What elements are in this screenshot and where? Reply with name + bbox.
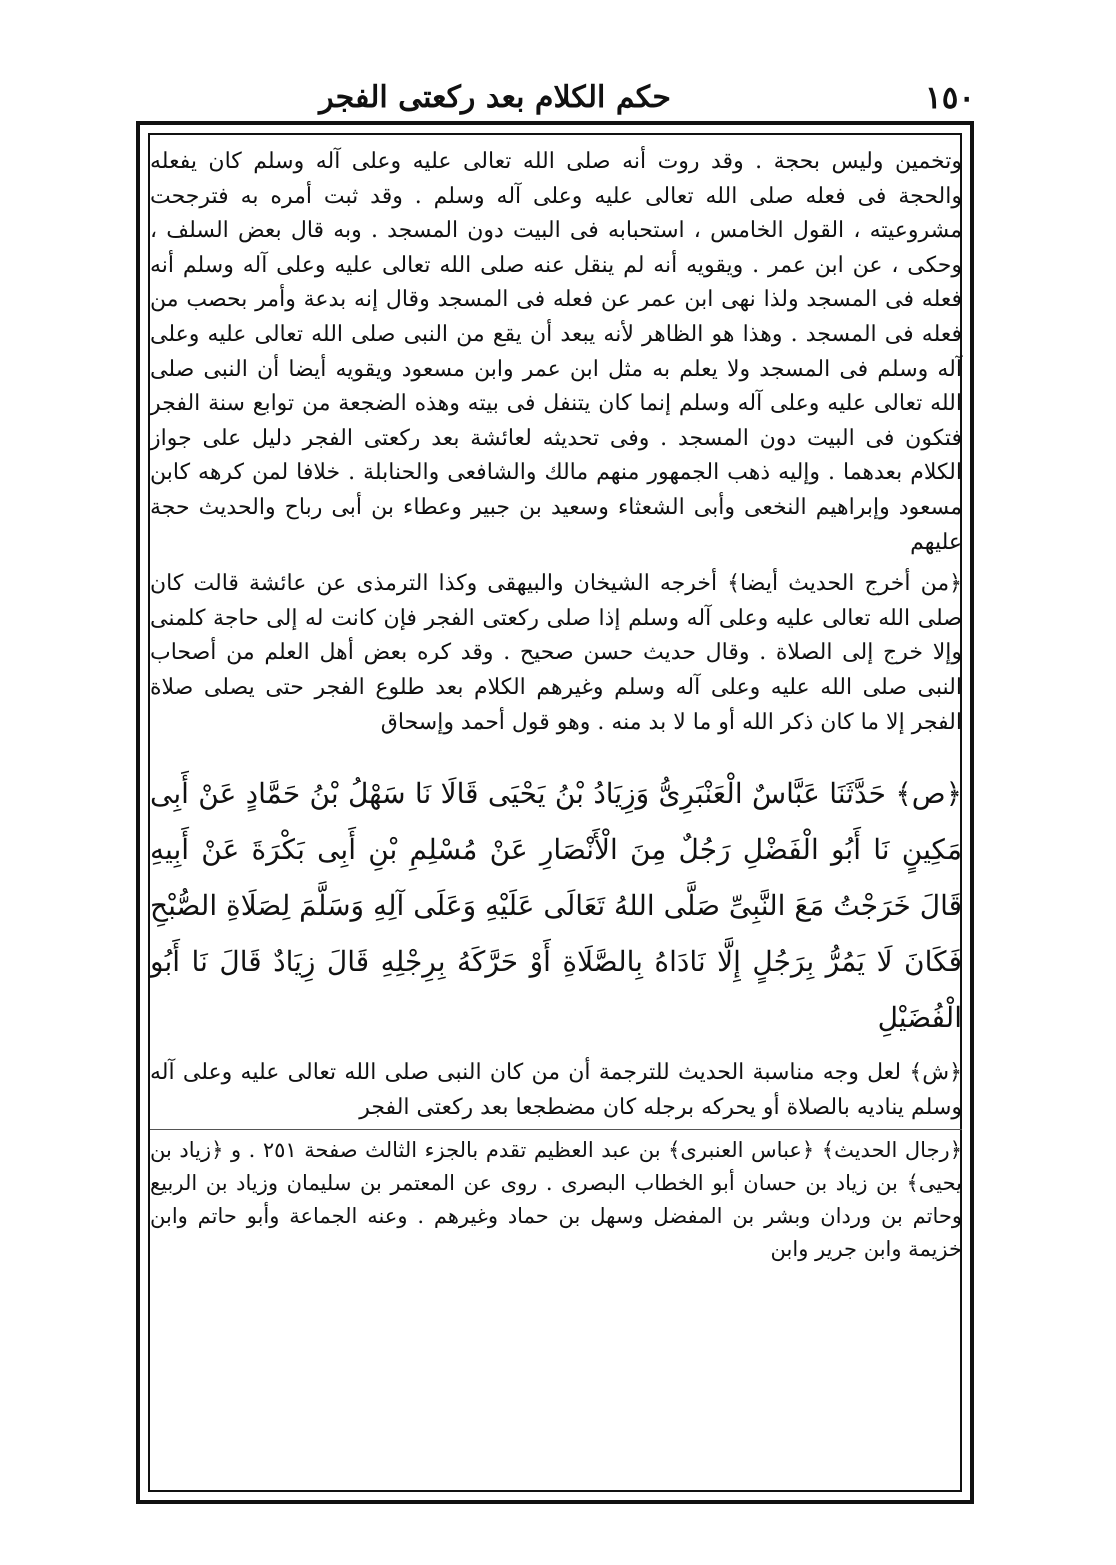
- narrators-paragraph: ﴿رجال الحديث﴾ ﴿عباس العنبرى﴾ بن عبد العظيم تقدم بالجزء الثالث صفحة ٢٥١ . و ﴿زياد بن يحيى﴾ بن زياد بن حسان أبو الخطاب البصرى . روى عن المعتمر بن سليمان وزياد بن الربيع وحاتم بن وردان وبشر بن المفضل وسهل بن حماد وغيرهم . وعنه الجماعة وأبو حاتم وابن خزيمة وابن جرير وابن: [150, 1138, 962, 1262]
- section-divider: [150, 1129, 962, 1130]
- page-number: ١٥٠: [925, 80, 975, 116]
- running-title: حكم الكلام بعد ركعتى الفجر: [319, 80, 671, 115]
- page-header: [135, 78, 975, 122]
- sharh-paragraph: ﴿ش﴾ لعل وجه مناسبة الحديث للترجمة أن من كان النبى صلى الله تعالى عليه وعلى آله وسلم يناديه بالصلاة أو يحركه برجله كان مضطجعا بعد ركعتى الفجر: [150, 1060, 962, 1120]
- takhrij-paragraph: ﴿من أخرج الحديث أيضا﴾ أخرجه الشيخان والبيهقى وكذا الترمذى عن عائشة قالت كان صلى الله تعالى عليه وعلى آله وسلم إذا صلى ركعتى الفجر فإن كانت له إلى حاجة كلمنى وإلا خرج إلى الصلاة . وقال حديث حسن صحيح . وقد كره بعض أهل العلم من أصحاب النبى صلى الله عليه وعلى آله وسلم وغيرهم الكلام بعد طلوع الفجر حتى يصلى صلاة الفجر إلا ما كان ذكر الله أو ما لا بد منه . وهو قول أحمد وإسحاق: [150, 571, 962, 735]
- hadith-text: ﴿ص﴾ حَدَّثَنَا عَبَّاسٌ الْعَنْبَرِىُّ وَزِيَادُ بْنُ يَحْيَى قَالَا نَا سَهْلُ بْنُ حَمَّادٍ عَنْ أَبِى مَكِينٍ نَا أَبُو الْفَضْلِ رَجُلٌ مِنَ الْأَنْصَارِ عَنْ مُسْلِمِ بْنِ أَبِى بَكْرَةَ عَنْ أَبِيهِ قَالَ خَرَجْتُ مَعَ النَّبِىِّ صَلَّى اللهُ تَعَالَى عَلَيْهِ وَعَلَى آلِهِ وَسَلَّمَ لِصَلَاةِ الصُّبْحِ فَكَانَ لَا يَمُرُّ بِرَجُلٍ إِلَّا نَادَاهُ بِالصَّلَاةِ أَوْ حَرَّكَهُ بِرِجْلِهِ قَالَ زِيَادٌ قَالَ نَا أَبُو الْفُضَيْلِ: [150, 777, 962, 1035]
- page-content: [150, 145, 962, 1266]
- commentary-paragraph: وتخمين وليس بحجة . وقد روت أنه صلى الله تعالى عليه وعلى آله وسلم كان يفعله والحجة فى فعله صلى الله تعالى عليه وعلى آله وسلم . وقد ثبت أمره به فترجحت مشروعيته ، القول الخامس ، استحبابه فى البيت دون المسجد . وبه قال بعض السلف ، وحكى ، عن ابن عمر . ويقويه أنه لم ينقل عنه صلى الله تعالى عليه وعلى آله وسلم أنه فعله فى المسجد ولذا نهى ابن عمر عن فعله فى المسجد وقال إنه بدعة وأمر بحصب من فعله فى المسجد . وهذا هو الظاهر لأنه يبعد أن يقع من النبى صلى الله تعالى عليه وعلى آله وسلم فى المسجد ولا يعلم به مثل ابن عمر وابن مسعود ويقويه أيضا أن النبى صلى الله تعالى عليه وعلى آله وسلم إنما كان يتنفل فى بيته وهذه الضجعة من توابع سنة الفجر فتكون فى البيت دون المسجد . وفى تحديثه لعائشة بعد ركعتى الفجر دليل على جواز الكلام بعدهما . وإليه ذهب الجمهور منهم مالك والشافعى والحنابلة . خلافا لمن كرهه كابن مسعود وإبراهيم النخعى وأبى الشعثاء وسعيد بن جبير وعطاء بن أبى رباح والحديث حجة عليهم: [150, 149, 962, 555]
